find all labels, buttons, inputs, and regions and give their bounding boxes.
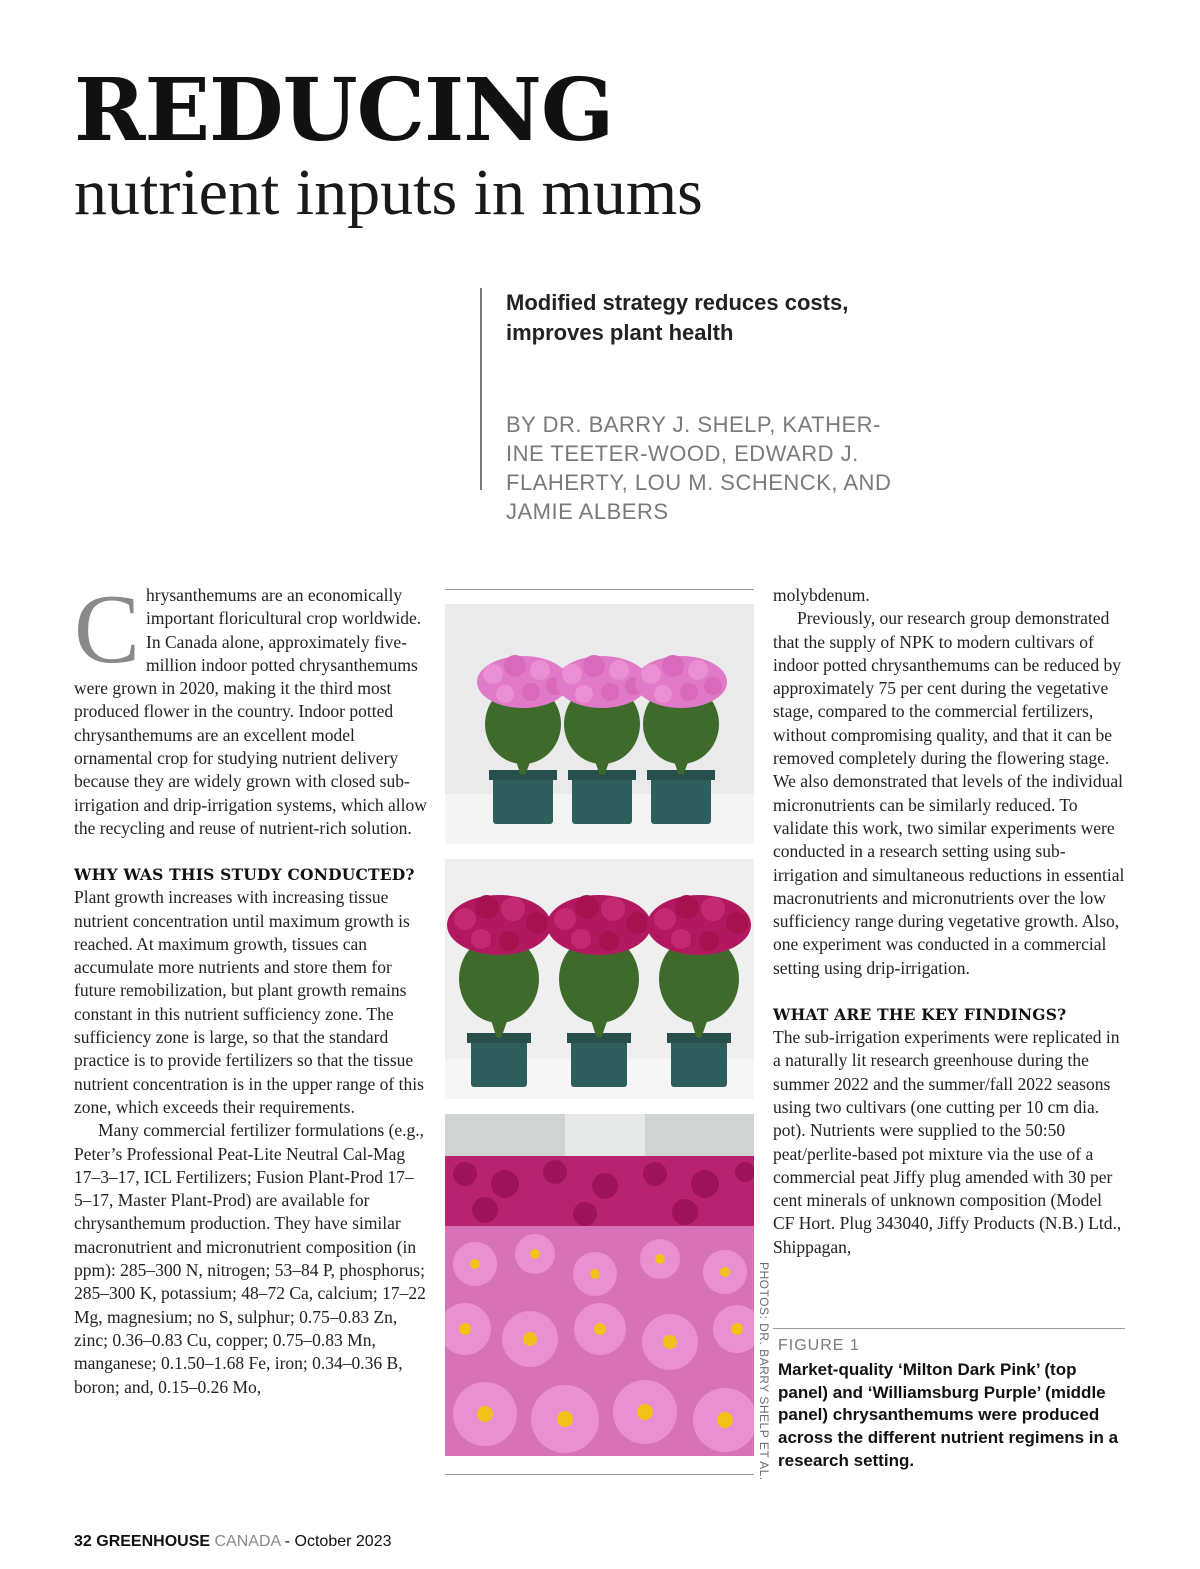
- body-paragraph: molybdenum.: [773, 585, 870, 605]
- figure-label: FIGURE 1: [778, 1337, 860, 1354]
- article-column-right: [773, 584, 1127, 1259]
- photo-milton-dark-pink: [445, 604, 754, 844]
- byline-line: JAMIE ALBERS: [506, 499, 669, 524]
- photo-williamsburg-purple: [445, 859, 754, 1099]
- intro-text: hrysanthemums are an economically important floricultural crop worldwide. In Canada alone, approximately five-million indoor potted chrysanthemums were grown in 2020, making it the third most produced flower in the country. Indoor potted chrysanthemums are an excellent model ornamental crop for studying nutrient delivery because they are widely grown with closed sub-irrigation and drip-irrigation systems, which allow the recycling and reuse of nutrient-rich solution.: [74, 585, 427, 838]
- photo-milton-dark-pink-image: [445, 604, 754, 844]
- headline: REDUCING: [74, 60, 614, 161]
- magazine-name: GREENHOUSE: [96, 1533, 211, 1550]
- section-heading: WHAT ARE THE KEY FINDINGS?: [773, 1005, 1067, 1025]
- drop-cap: C: [74, 575, 141, 684]
- headline-subtitle: nutrient inputs in mums: [74, 156, 703, 229]
- photo-bottom-rule: [445, 1474, 754, 1475]
- body-paragraph: The sub-irrigation experiments were replicated in a naturally lit research greenhouse during the summer 2022 and the summer/fall 2022 seasons using two cultivars (one cutting per 10 cm dia. pot). Nutrients were supplied to the 50:50 peat/perlite-based pot mixture via the use of a commercial peat Jiffy plug amended with 30 per cent minerals of unknown composition (Model CF Hort. Plug 343040, Jiffy Products (N.B.) Ltd., Shippagan,: [773, 1027, 1122, 1257]
- issue-date: October 2023: [294, 1533, 392, 1550]
- page-footer: [74, 1533, 391, 1551]
- deck-text: Modified strategy reduces costs, improves plant health: [506, 290, 849, 345]
- byline-line: FLAHERTY, LOU M. SCHENCK, AND: [506, 470, 892, 495]
- page-number: 32: [74, 1533, 92, 1550]
- byline-line: BY DR. BARRY J. SHELP, KATHER-: [506, 412, 881, 437]
- body-paragraph: Many commercial fertilizer formulations (e.g., Peter’s Professional Peat-Lite Neutral Cal-Mag 17–3–17, ICL Fertilizers; Fusion Plant-Prod 17–5–17, Master Plant-Prod) are available for chrysanthemum production. They have similar macronutrient and micronutrient composition (in ppm): 285–300 N, nitrogen; 53–84 P, phosphorus; 285–300 K, potassium; 48–72 Ca, calcium; 17–22 Mg, magnesium; no S, sulphur; 0.75–0.83 Zn, zinc; 0.36–0.83 Cu, copper; 0.75–0.83 Mn, manganese; 0.1.50–1.68 Fe, iron; 0.34–0.36 B, boron; and, 0.15–0.26 Mo,: [74, 1120, 426, 1397]
- photo-greenhouse-bench-image: [445, 1114, 754, 1456]
- photo-top-rule: [445, 589, 754, 590]
- photo-williamsburg-purple-image: [445, 859, 754, 1099]
- article-column-left: [74, 575, 430, 1399]
- photo-greenhouse-bench: [445, 1114, 754, 1456]
- magazine-region: CANADA: [214, 1533, 281, 1550]
- photo-credit: PHOTOS: DR. BARRY SHELP ET AL.: [757, 1262, 771, 1481]
- figure-rule: [773, 1328, 1125, 1329]
- footer-separator: -: [284, 1533, 291, 1550]
- byline: [506, 410, 920, 526]
- section-heading: WHY WAS THIS STUDY CONDUCTED?: [74, 865, 415, 885]
- body-paragraph: Plant growth increases with increasing tissue nutrient concentration until maximum growth is reached. At maximum growth, tissues can accumulate more nutrients and store them for future remobilization, but plant growth remains constant in this nutrient sufficiency zone. The sufficiency zone is large, so that the standard practice is to provide fertilizers so that the tissue nutrient concentration is in the upper range of this zone, which exceeds their requirements.: [74, 887, 424, 1117]
- figure-caption: Market-quality ‘Milton Dark Pink’ (top panel) and ‘Williamsburg Purple’ (middle panel) chrysanthemums were produced across the different nutrient regimens in a research setting.: [778, 1360, 1119, 1470]
- intro-paragraph: [74, 575, 430, 840]
- body-paragraph: Previously, our research group demonstrated that the supply of NPK to modern cultivars of indoor potted chrysanthemums can be reduced by approximately 75 per cent during the vegetative stage, compared to the commercial fertilizers, without compromising quality, and that it can be removed completely during the flowering stage. We also demonstrated that levels of the individual micronutrients can be similarly reduced. To validate this work, two similar experiments were conducted in a research setting using sub-irrigation and simultaneous reductions in essential macronutrients and micronutrients over the low sufficiency range during vegetative growth. Also, one experiment was conducted in a commercial setting using drip-irrigation.: [773, 608, 1125, 978]
- byline-line: INE TEETER-WOOD, EDWARD J.: [506, 441, 859, 466]
- deck-block: [480, 288, 920, 524]
